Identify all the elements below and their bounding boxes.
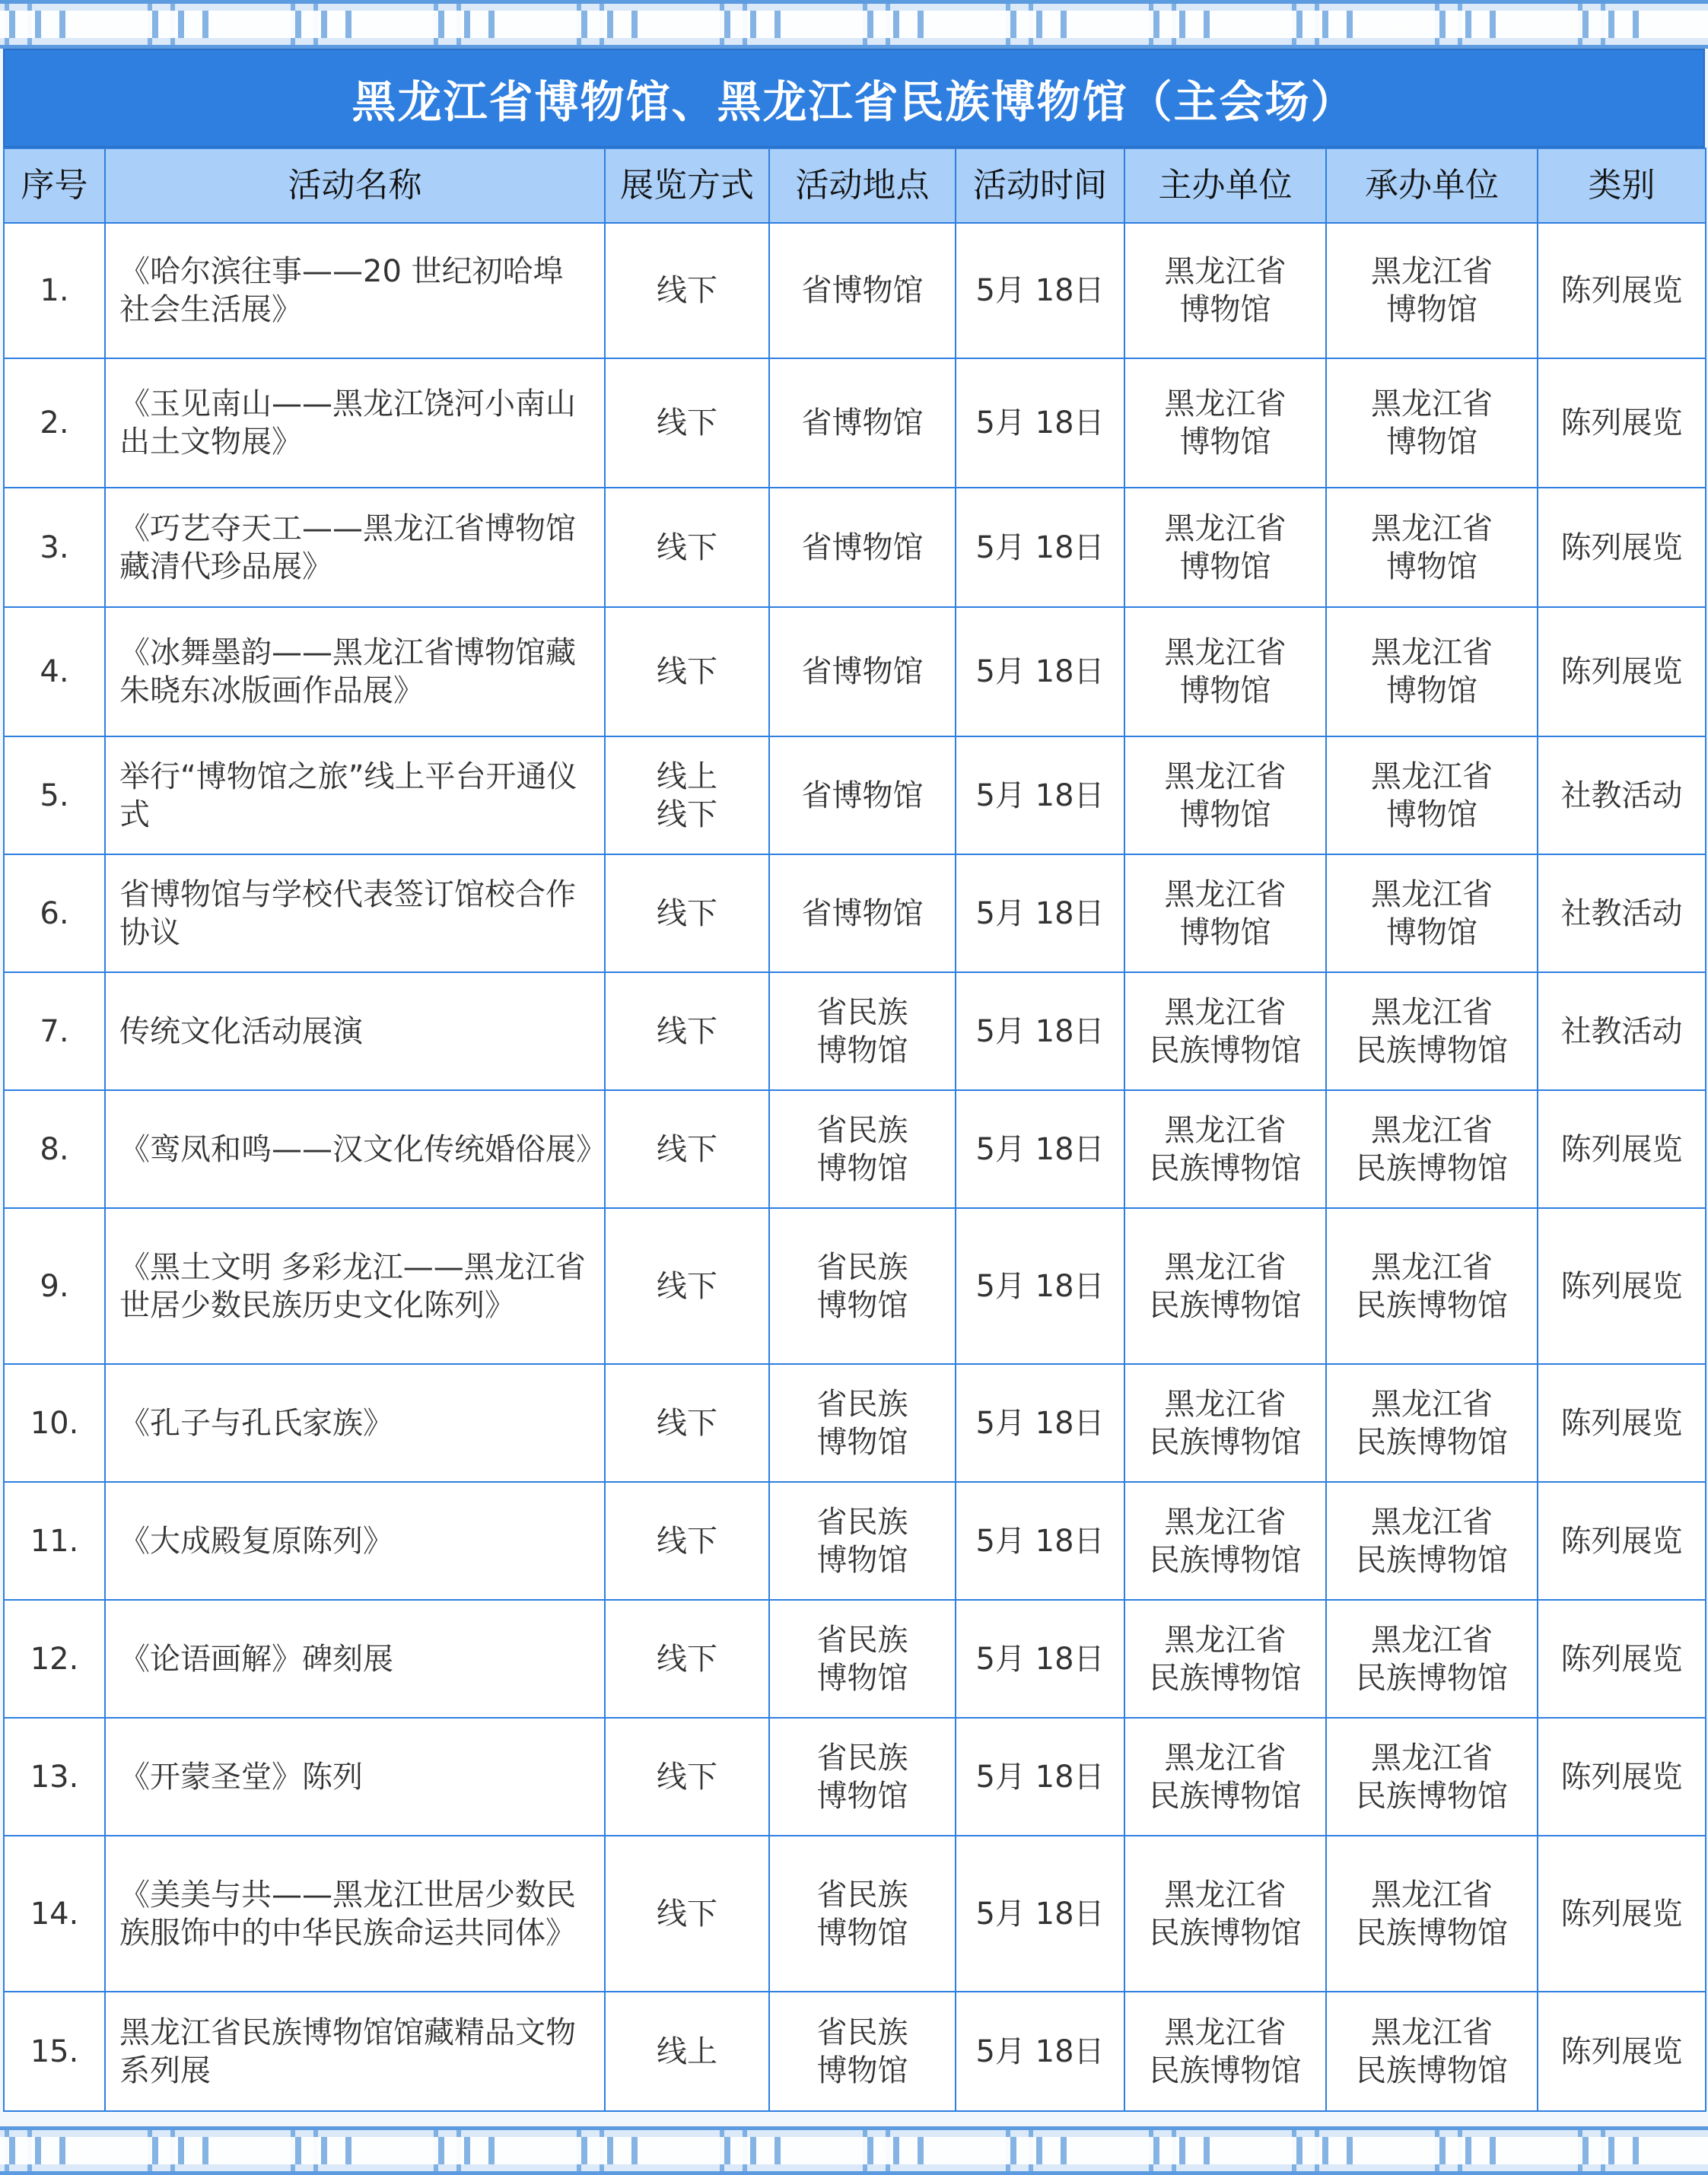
cell-host: 黑龙江省 民族博物馆 — [1124, 1600, 1326, 1718]
cell-host: 黑龙江省 博物馆 — [1124, 736, 1326, 854]
cell-category: 陈列展览 — [1538, 1718, 1706, 1836]
cell-time: 5月 18日 — [956, 223, 1124, 358]
cell-no: 1. — [4, 223, 105, 358]
cell-place: 省民族 博物馆 — [769, 1718, 956, 1836]
cell-organizer: 黑龙江省 民族博物馆 — [1326, 1364, 1538, 1482]
cell-name: 省博物馆与学校代表签订馆校合作协议 — [105, 854, 605, 972]
cell-place: 省博物馆 — [769, 607, 956, 736]
decorative-border-top — [0, 0, 1708, 49]
cell-time: 5月 18日 — [956, 854, 1124, 972]
table-row — [4, 1718, 1706, 1836]
cell-category: 陈列展览 — [1538, 488, 1706, 607]
cell-category: 陈列展览 — [1538, 358, 1706, 488]
cell-host: 黑龙江省 民族博物馆 — [1124, 1836, 1326, 1992]
cell-no: 11. — [4, 1482, 105, 1600]
col-header-organizer: 承办单位 — [1326, 148, 1538, 223]
col-header-no: 序号 — [4, 148, 105, 223]
table-row — [4, 1836, 1706, 1992]
table-row — [4, 358, 1706, 488]
cell-organizer: 黑龙江省 民族博物馆 — [1326, 1208, 1538, 1364]
cell-name: 《孔子与孔氏家族》 — [105, 1364, 605, 1482]
col-header-time: 活动时间 — [956, 148, 1124, 223]
cell-organizer: 黑龙江省 民族博物馆 — [1326, 1090, 1538, 1208]
cell-host: 黑龙江省 民族博物馆 — [1124, 1718, 1326, 1836]
cell-host: 黑龙江省 博物馆 — [1124, 223, 1326, 358]
cell-name: 《冰舞墨韵——黑龙江省博物馆藏朱晓东冰版画作品展》 — [105, 607, 605, 736]
cell-no: 2. — [4, 358, 105, 488]
cell-name: 《美美与共——黑龙江世居少数民族服饰中的中华民族命运共同体》 — [105, 1836, 605, 1992]
cell-mode: 线下 — [605, 1090, 769, 1208]
cell-mode: 线下 — [605, 1600, 769, 1718]
col-header-place: 活动地点 — [769, 148, 956, 223]
cell-name: 《黑土文明 多彩龙江——黑龙江省世居少数民族历史文化陈列》 — [105, 1208, 605, 1364]
table-row — [4, 1208, 1706, 1364]
cell-mode: 线下 — [605, 854, 769, 972]
table-row — [4, 1364, 1706, 1482]
cell-category: 陈列展览 — [1538, 223, 1706, 358]
cell-mode: 线下 — [605, 1364, 769, 1482]
cell-time: 5月 18日 — [956, 1718, 1124, 1836]
cell-category: 陈列展览 — [1538, 607, 1706, 736]
cell-no: 7. — [4, 972, 105, 1090]
cell-host: 黑龙江省 博物馆 — [1124, 488, 1326, 607]
table-row — [4, 1090, 1706, 1208]
cell-place: 省博物馆 — [769, 854, 956, 972]
cell-no: 14. — [4, 1836, 105, 1992]
cell-no: 10. — [4, 1364, 105, 1482]
cell-no: 8. — [4, 1090, 105, 1208]
cell-category: 陈列展览 — [1538, 1836, 1706, 1992]
cell-organizer: 黑龙江省 博物馆 — [1326, 854, 1538, 972]
cell-no: 13. — [4, 1718, 105, 1836]
cell-name: 《论语画解》碑刻展 — [105, 1600, 605, 1718]
cell-category: 陈列展览 — [1538, 1482, 1706, 1600]
cell-place: 省博物馆 — [769, 358, 956, 488]
cell-name: 《开蒙圣堂》陈列 — [105, 1718, 605, 1836]
cell-time: 5月 18日 — [956, 607, 1124, 736]
cell-organizer: 黑龙江省 博物馆 — [1326, 736, 1538, 854]
cell-place: 省民族 博物馆 — [769, 1992, 956, 2111]
col-header-host: 主办单位 — [1124, 148, 1326, 223]
cell-mode: 线上 — [605, 1992, 769, 2111]
cell-organizer: 黑龙江省 博物馆 — [1326, 358, 1538, 488]
cell-time: 5月 18日 — [956, 1836, 1124, 1992]
cell-mode: 线下 — [605, 223, 769, 358]
table-title: 黑龙江省博物馆、黑龙江省民族博物馆（主会场） — [3, 49, 1705, 148]
activity-table — [3, 148, 1706, 2112]
cell-place: 省博物馆 — [769, 223, 956, 358]
cell-mode: 线下 — [605, 1718, 769, 1836]
cell-time: 5月 18日 — [956, 358, 1124, 488]
cell-time: 5月 18日 — [956, 1090, 1124, 1208]
cell-name: 《玉见南山——黑龙江饶河小南山出土文物展》 — [105, 358, 605, 488]
cell-time: 5月 18日 — [956, 972, 1124, 1090]
cell-organizer: 黑龙江省 博物馆 — [1326, 607, 1538, 736]
table-header-row — [4, 148, 1706, 223]
cell-time: 5月 18日 — [956, 736, 1124, 854]
cell-place: 省民族 博物馆 — [769, 1208, 956, 1364]
cell-mode: 线下 — [605, 1208, 769, 1364]
table-row — [4, 854, 1706, 972]
cell-name: 《大成殿复原陈列》 — [105, 1482, 605, 1600]
cell-time: 5月 18日 — [956, 488, 1124, 607]
cell-mode: 线下 — [605, 972, 769, 1090]
cell-place: 省民族 博物馆 — [769, 1090, 956, 1208]
table-row — [4, 488, 1706, 607]
table-row — [4, 223, 1706, 358]
cell-no: 6. — [4, 854, 105, 972]
cell-host: 黑龙江省 民族博物馆 — [1124, 972, 1326, 1090]
cell-organizer: 黑龙江省 博物馆 — [1326, 223, 1538, 358]
cell-category: 社教活动 — [1538, 972, 1706, 1090]
cell-category: 陈列展览 — [1538, 1600, 1706, 1718]
cell-time: 5月 18日 — [956, 1482, 1124, 1600]
cell-no: 15. — [4, 1992, 105, 2111]
cell-organizer: 黑龙江省 民族博物馆 — [1326, 1992, 1538, 2111]
col-header-mode: 展览方式 — [605, 148, 769, 223]
cell-host: 黑龙江省 民族博物馆 — [1124, 1482, 1326, 1600]
cell-mode: 线下 — [605, 488, 769, 607]
cell-no: 3. — [4, 488, 105, 607]
cell-time: 5月 18日 — [956, 1208, 1124, 1364]
cell-organizer: 黑龙江省 民族博物馆 — [1326, 1482, 1538, 1600]
cell-place: 省民族 博物馆 — [769, 1836, 956, 1992]
cell-host: 黑龙江省 民族博物馆 — [1124, 1090, 1326, 1208]
cell-place: 省民族 博物馆 — [769, 1600, 956, 1718]
cell-organizer: 黑龙江省 民族博物馆 — [1326, 1600, 1538, 1718]
cell-place: 省博物馆 — [769, 488, 956, 607]
cell-name: 《哈尔滨往事——20 世纪初哈埠社会生活展》 — [105, 223, 605, 358]
table-row — [4, 972, 1706, 1090]
cell-organizer: 黑龙江省 民族博物馆 — [1326, 1836, 1538, 1992]
cell-no: 4. — [4, 607, 105, 736]
decorative-border-bottom — [0, 2126, 1708, 2175]
cell-place: 省民族 博物馆 — [769, 972, 956, 1090]
col-header-name: 活动名称 — [105, 148, 605, 223]
cell-host: 黑龙江省 博物馆 — [1124, 854, 1326, 972]
cell-name: 黑龙江省民族博物馆馆藏精品文物系列展 — [105, 1992, 605, 2111]
table-row — [4, 1992, 1706, 2111]
cell-category: 陈列展览 — [1538, 1208, 1706, 1364]
cell-host: 黑龙江省 民族博物馆 — [1124, 1208, 1326, 1364]
cell-organizer: 黑龙江省 民族博物馆 — [1326, 972, 1538, 1090]
cell-host: 黑龙江省 博物馆 — [1124, 607, 1326, 736]
cell-mode: 线下 — [605, 358, 769, 488]
col-header-category: 类别 — [1538, 148, 1706, 223]
cell-name: 《鸾凤和鸣——汉文化传统婚俗展》 — [105, 1090, 605, 1208]
cell-mode: 线下 — [605, 607, 769, 736]
cell-mode: 线上 线下 — [605, 736, 769, 854]
cell-organizer: 黑龙江省 博物馆 — [1326, 488, 1538, 607]
table-row — [4, 1482, 1706, 1600]
cell-category: 社教活动 — [1538, 854, 1706, 972]
table-row — [4, 736, 1706, 854]
cell-mode: 线下 — [605, 1836, 769, 1992]
cell-category: 陈列展览 — [1538, 1992, 1706, 2111]
cell-category: 社教活动 — [1538, 736, 1706, 854]
cell-time: 5月 18日 — [956, 1364, 1124, 1482]
table-row — [4, 1600, 1706, 1718]
cell-name: 《巧艺夺天工——黑龙江省博物馆藏清代珍品展》 — [105, 488, 605, 607]
cell-no: 12. — [4, 1600, 105, 1718]
cell-host: 黑龙江省 民族博物馆 — [1124, 1992, 1326, 2111]
cell-host: 黑龙江省 民族博物馆 — [1124, 1364, 1326, 1482]
table-row — [4, 607, 1706, 736]
cell-no: 9. — [4, 1208, 105, 1364]
cell-name: 举行“博物馆之旅”线上平台开通仪式 — [105, 736, 605, 854]
cell-category: 陈列展览 — [1538, 1090, 1706, 1208]
cell-time: 5月 18日 — [956, 1600, 1124, 1718]
cell-no: 5. — [4, 736, 105, 854]
cell-place: 省民族 博物馆 — [769, 1364, 956, 1482]
cell-organizer: 黑龙江省 民族博物馆 — [1326, 1718, 1538, 1836]
cell-place: 省博物馆 — [769, 736, 956, 854]
cell-name: 传统文化活动展演 — [105, 972, 605, 1090]
activity-table-container — [3, 49, 1705, 2112]
cell-host: 黑龙江省 博物馆 — [1124, 358, 1326, 488]
cell-time: 5月 18日 — [956, 1992, 1124, 2111]
cell-mode: 线下 — [605, 1482, 769, 1600]
cell-category: 陈列展览 — [1538, 1364, 1706, 1482]
cell-place: 省民族 博物馆 — [769, 1482, 956, 1600]
